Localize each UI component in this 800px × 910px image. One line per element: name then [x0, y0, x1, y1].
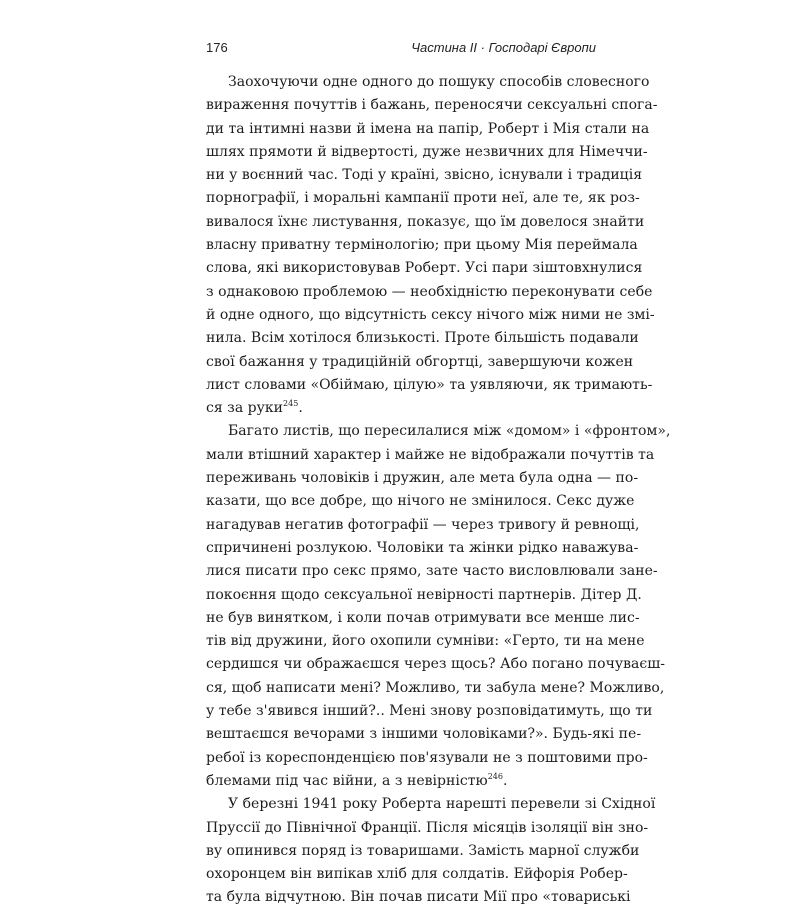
text-line: мали втішний характер і майже не відображали почуттів та — [206, 446, 655, 463]
text-line: ни у воєнний час. Тоді у країні, звісно, існували і традиція — [206, 167, 643, 184]
text-line: слова, які використовував Роберт. Усі пари зіштовхнулися — [206, 260, 643, 277]
text-line: нила. Всім хотілося близькості. Проте більшість подавали — [206, 330, 639, 347]
text-line: й одне одного, що відсутність сексу нічого між ними не змі- — [206, 306, 655, 323]
text-line: сердишся чи ображаєшся через щось? Або погано почуваєш- — [206, 656, 666, 673]
text-line: вештаєшся вечорами з іншими чоловіками?». Будь-які пе- — [206, 726, 642, 743]
text-line: лист словами «Обіймаю, цілую» та уявляючи, як тримають- — [206, 376, 653, 393]
text-line: Заохочуючи одне одного до пошуку способів словесного — [228, 74, 650, 90]
text-fragment: блемами під час війни, а з невірністю — [206, 772, 488, 789]
text-line: тів від дружини, його охопили сумніви: «Герто, ти на мене — [206, 633, 645, 650]
body-text — [206, 71, 671, 910]
text-line: ся, щоб написати мені? Можливо, ти забула мене? Можливо, — [206, 679, 665, 696]
text-line: охоронцем він випікав хліб для солдатів. Ейфорія Робер- — [206, 866, 628, 883]
text-line: ребої із кореспонденцією пов'язували не з поштовими про- — [206, 749, 648, 766]
text-line-final: ся за руки$^{245}$. — [206, 399, 303, 417]
text-line: спричинені розлукою. Чоловіки та жінки рідко наважува- — [206, 539, 639, 556]
text-line: вираження почуттів і бажань, переносячи сексуальні спога- — [206, 97, 658, 114]
text-fragment: ся за руки — [206, 400, 284, 417]
text-line: з однаковою проблемою — необхідністю переконувати себе — [206, 283, 653, 300]
text-line: порнографії, і моральні кампанії проти неї, але те, як роз- — [206, 190, 640, 207]
running-head: Частина II · Господарі Європи — [411, 40, 596, 55]
text-line: У березні 1941 року Роберта нарешті перевели зі Східної — [228, 796, 656, 813]
text-line: вивалося їхнє листування, показує, що їм довелося знайти — [206, 213, 645, 230]
text-line: шлях прямоти й відвертості, дуже незвичних для Німеччи- — [206, 143, 648, 160]
text-line: не був винятком, і коли почав отримувати все менше лис- — [206, 609, 640, 626]
text-line: власну приватну термінологію; при цьому Мія переймала — [206, 237, 638, 254]
text-line: Багато листів, що пересилалися між «домом» і «фронтом», — [228, 423, 671, 440]
text-line: казати, що все добре, що нічого не змінилося. Секс дуже — [206, 493, 635, 510]
page-number: 176 — [206, 40, 228, 55]
text-line: ву опинився поряд із товаришами. Замість марної служби — [206, 842, 640, 859]
footnote-marker[interactable]: 245 — [283, 399, 299, 409]
text-line: у тебе з'явився інший?.. Мені знову розповідатимуть, що ти — [206, 703, 653, 720]
text-line: та була відчутною. Він почав писати Мії про «товариські — [206, 889, 631, 906]
text-line: свої бажання у традиційній обгортці, завершуючи кожен — [206, 353, 634, 370]
text-line-final: блемами під час війни, а з невірністю$^{246}$. — [206, 771, 508, 789]
text-line: переживань чоловіків і дружин, але мета була одна — по- — [206, 470, 639, 487]
footnote-marker[interactable]: 246 — [487, 771, 504, 781]
page-header — [206, 40, 596, 55]
text-line: нагадував негатив фотографії — через тривогу й ревнощі, — [206, 516, 640, 533]
text-line: покоєння щодо сексуальної невірності партнерів. Дітер Д. — [206, 586, 642, 603]
text-line: лися писати про секс прямо, зате часто висловлювали зане- — [206, 563, 658, 580]
text-line: ди та інтимні назви й імена на папір, Роберт і Мія стали на — [206, 120, 650, 137]
text-line: Пруссії до Північної Франції. Після місяців ізоляції він зно- — [206, 819, 649, 836]
